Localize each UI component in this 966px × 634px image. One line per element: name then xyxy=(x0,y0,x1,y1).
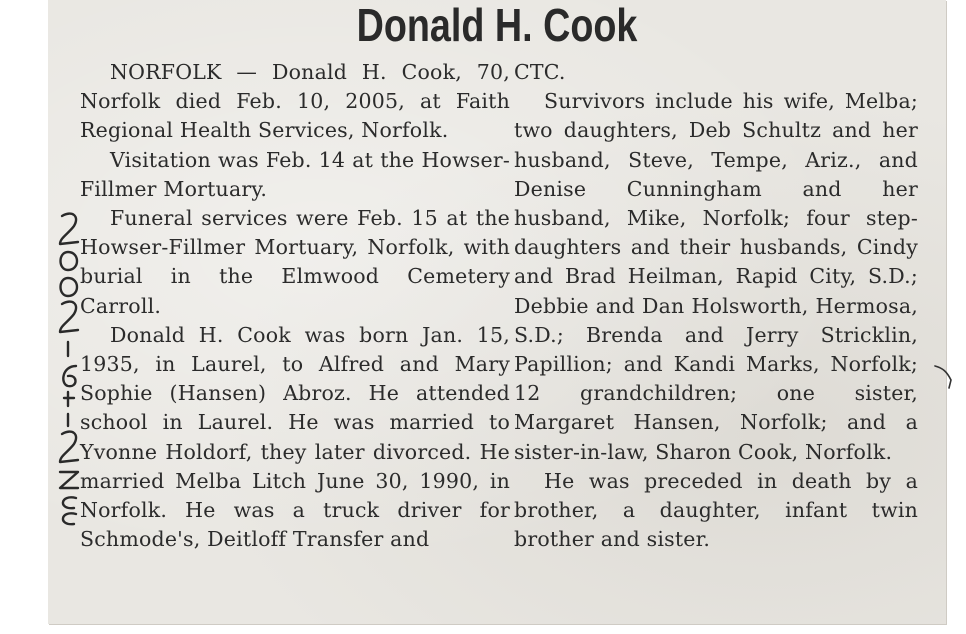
newspaper-clipping xyxy=(48,0,946,624)
paragraph-funeral: Funeral services were Feb. 15 at the Howser-Fillmer Mortuary, Norfolk, with burial in the Elmwood Cemetery Carroll. xyxy=(80,206,510,318)
handwritten-date-note xyxy=(50,206,86,526)
paragraph-biography-continued: CTC. xyxy=(514,60,566,84)
obituary-headline: Donald H. Cook xyxy=(356,0,638,51)
paragraph-preceded: He was preceded in death by a brother, a daughter, infant twin brother and sister. xyxy=(514,468,918,552)
paragraph-visitation: Visitation was Feb. 14 at the Howser-Fillmer Mortuary. xyxy=(80,147,510,201)
left-column xyxy=(80,58,510,554)
right-column xyxy=(514,58,918,554)
scan-mark xyxy=(933,362,955,392)
handwriting-pen-strokes xyxy=(50,206,86,526)
paragraph-survivors: Survivors include his wife, Melba; two daughters, Deb Schultz and her husband, Steve, Tempe, Ariz., and Denise Cunningham and her husband, Mike, Norfolk; four step-daughters and their husbands, Cindy and Brad Heilman, Rapid City, S.D.; Debbie and Dan Holsworth, Hermosa, S.D.; Brenda and Jerry Stricklin, Papillion; and Kandi Marks, Norfolk; 12 grandchildren; one sister, Margaret Hansen, Norfolk; and a sister-in-law, Sharon Cook, Norfolk. xyxy=(514,89,918,464)
scan-mark-stroke xyxy=(933,362,955,392)
paragraph-biography: Donald H. Cook was born Jan. 15, 1935, in Laurel, to Alfred and Mary Sophie (Hansen) Abroz. He attended school in Laurel. He was married to Yvonne Holdorf, they later divorced. He married Melba Litch June 30, 1990, in Norfolk. He was a truck driver for Schmode's, Deitloff Transfer and xyxy=(80,322,510,552)
paragraph-death-notice: NORFOLK — Donald H. Cook, 70, Norfolk died Feb. 10, 2005, at Faith Regional Health Services, Norfolk. xyxy=(80,60,510,143)
